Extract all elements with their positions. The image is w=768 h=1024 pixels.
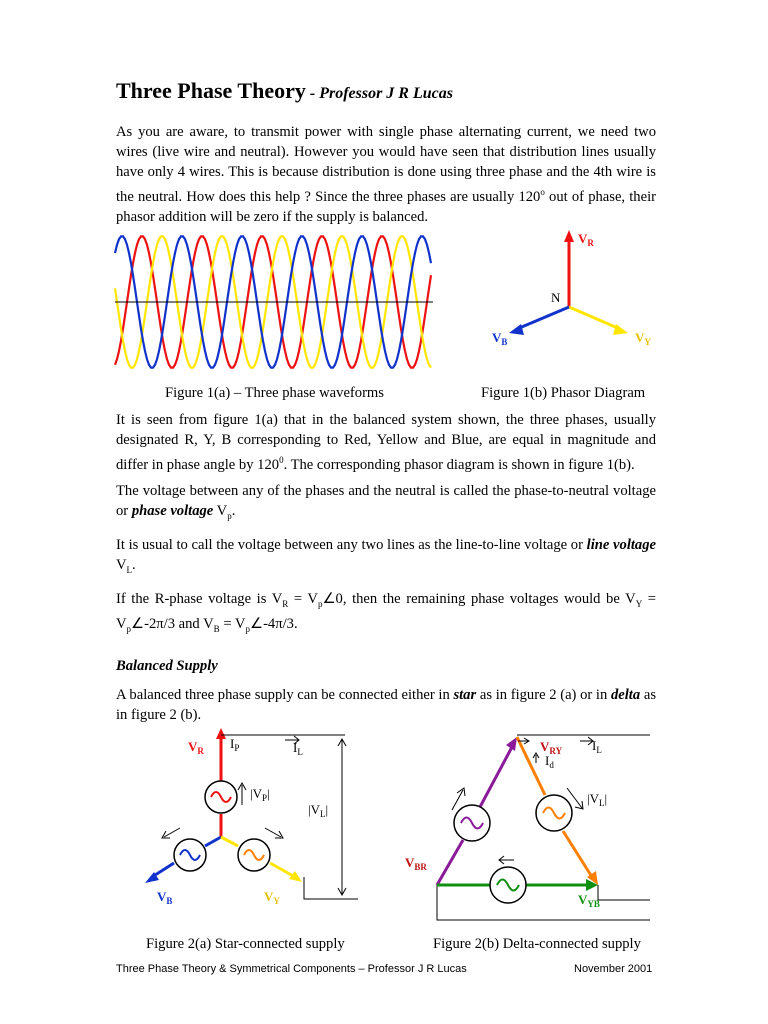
- figure-1a-caption: Figure 1(a) – Three phase waveforms: [165, 385, 384, 401]
- vyb-label: $V_{YB}$: [578, 892, 600, 909]
- page-title: Three Phase Theory - Professor J R Lucas: [116, 78, 453, 103]
- vy-label: $V_Y$: [635, 330, 651, 347]
- line-voltage-paragraph: It is usual to call the voltage between any two lines as the line-to-line voltage or line voltage $V_L$.: [116, 537, 656, 575]
- vry-label: $V_{RY}$: [540, 739, 563, 756]
- figure-2a-caption: Figure 2(a) Star-connected supply: [146, 936, 345, 952]
- vr-arrowhead: [564, 230, 574, 242]
- figure-1b-caption: Figure 1(b) Phasor Diagram: [481, 385, 646, 401]
- delta-connection-diagram: [400, 725, 660, 915]
- three-phase-waveforms: [115, 228, 435, 368]
- vp-label: $|V_P|$: [250, 786, 270, 803]
- vy-label: $V_Y$: [264, 889, 280, 906]
- phases-paragraph: It is seen from figure 1(a) that in the balanced system shown, the three phases, usually designated R, Y, B corresponding to Red, Yellow and Blue, are equal in magnitude and differ in phase angle by $120^0$. The corresponding phasor diagram is shown in figure 1(b).: [116, 412, 656, 473]
- il-label: $I_L$: [293, 740, 303, 757]
- phase-voltage-paragraph: The voltage between any of the phases and the neutral is called the phase-to-neutral voltage or phase voltage $V_p$.: [116, 483, 656, 521]
- vb-phasor: [517, 307, 569, 329]
- vb-label: $V_B$: [492, 330, 508, 347]
- figure-2b-caption: Figure 2(b) Delta-connected supply: [433, 936, 641, 952]
- il-label: $I_L$: [592, 738, 602, 755]
- intro-paragraph: As you are aware, to transmit power with single phase alternating current, we need two wires (live wire and neutral). However you would have seen that distribution lines usually have only 4 wires. This is because distribution is done using three phase and the 4th wire is the neutral. How does this help ? Since the three phases are usually 120$^o$ out of phase, their phasor addition will be zero if the supply is balanced.: [116, 124, 656, 225]
- footer-date: November 2001: [574, 963, 653, 975]
- id-label: $I_d$: [545, 753, 554, 770]
- vl-label: $|V_L|$: [308, 802, 329, 819]
- vr-label: $V_R$: [578, 231, 594, 248]
- phasor-diagram: [480, 225, 660, 360]
- title-author: - Professor J R Lucas: [305, 85, 453, 102]
- star-delta-paragraph: A balanced three phase supply can be connected either in star as in figure 2 (a) or in delta as in figure 2 (b).: [116, 687, 656, 723]
- ip-label: $I_P$: [230, 736, 240, 753]
- vr-label: $V_R$: [188, 739, 204, 756]
- vb-label: $V_B$: [157, 889, 173, 906]
- neutral-label: N: [551, 290, 561, 305]
- footer-title: Three Phase Theory & Symmetrical Components – Professor J R Lucas: [116, 963, 467, 975]
- vy-phasor: [569, 307, 620, 329]
- phase-voltages-equation-paragraph: If the R-phase voltage is $V_R$ = $V_p\angle 0$, then the remaining phase voltages would be $V_Y$ = $V_p\angle-2\pi/3$ and $V_B$ = $V_p\angle-4\pi/3$.: [116, 591, 657, 634]
- delta-sources: [454, 795, 572, 903]
- vbr-label: $V_{BR}$: [405, 855, 427, 872]
- vl-label: $|V_L|$: [587, 791, 608, 808]
- balanced-supply-heading: Balanced Supply: [116, 658, 218, 674]
- star-connection-diagram: [130, 725, 370, 915]
